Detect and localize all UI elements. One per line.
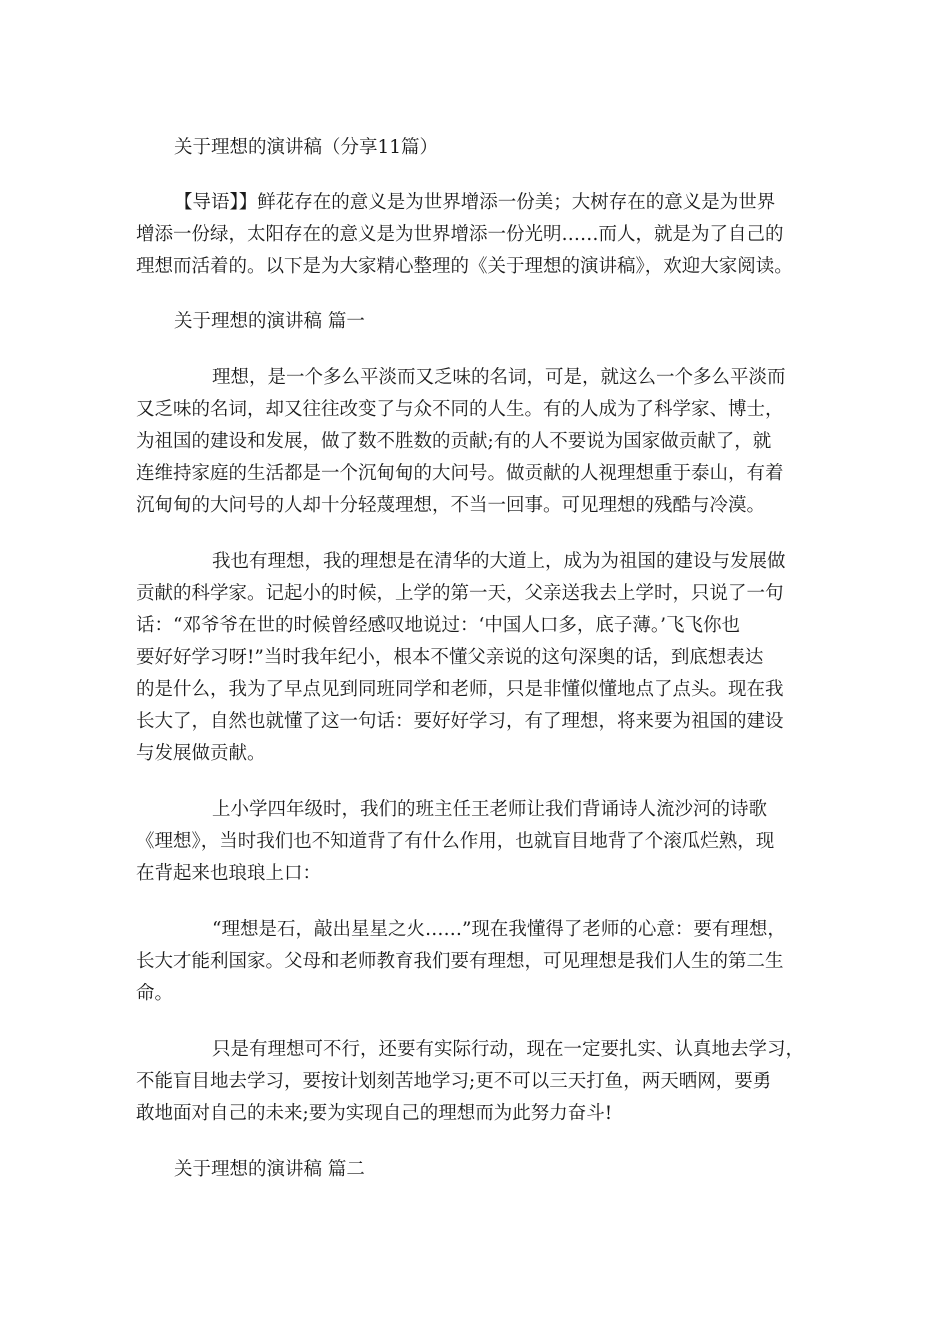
paragraph-line: 理想，是一个多么平淡而又乏味的名词，可是，就这么一个多么平淡而 — [212, 367, 786, 388]
paragraph-line: 为祖国的建设和发展，做了数不胜数的贡献;有的人不要说为国家做贡献了，就 — [136, 431, 772, 452]
intro-line: 【导语】】鲜花存在的意义是为世界增添一份美；大树存在的意义是为世界 — [174, 192, 776, 213]
paragraph-line: 《理想》，当时我们也不知道背了有什么作用，也就盲目地背了个滚瓜烂熟，现 — [136, 831, 775, 852]
paragraph-line: 在背起来也琅琅上口： — [136, 863, 322, 884]
paragraph-line: 贡献的科学家。记起小的时候，上学的第一天，父亲送我去上学时，只说了一句 — [136, 583, 784, 604]
paragraph-line: 上小学四年级时，我们的班主任王老师让我们背诵诗人流沙河的诗歌 — [212, 799, 768, 820]
document-title: 关于理想的演讲稿（分享11篇） — [174, 137, 439, 158]
paragraph-line: 连维持家庭的生活都是一个沉甸甸的大问号。做贡献的人视理想重于泰山，有着 — [136, 463, 784, 484]
paragraph-line: 我也有理想，我的理想是在清华的大道上，成为为祖国的建设与发展做 — [212, 551, 786, 572]
paragraph-line: 话：“邓爷爷在世的时候曾经感叹地说过：‘中国人口多，底子薄。’飞飞你也 — [136, 615, 740, 636]
section-heading-1: 关于理想的演讲稿 篇一 — [174, 311, 365, 332]
paragraph-line: 长大了，自然也就懂了这一句话：要好好学习，有了理想，将来要为祖国的建设 — [136, 711, 784, 732]
section-heading-2: 关于理想的演讲稿 篇二 — [174, 1159, 365, 1180]
intro-line: 增添一份绿，太阳存在的意义是为世界增添一份光明……而人，就是为了自己的 — [136, 224, 784, 245]
paragraph-line: 命。 — [136, 983, 174, 1004]
paragraph-line: 的是什么，我为了早点见到同班同学和老师，只是非懂似懂地点了点头。现在我 — [136, 679, 784, 700]
paragraph-line: 沉甸甸的大问号的人却十分轻蔑理想，不当一回事。可见理想的残酷与冷漠。 — [136, 495, 766, 516]
intro-line: 理想而活着的。以下是为大家精心整理的《关于理想的演讲稿》，欢迎大家阅读。 — [136, 256, 793, 277]
paragraph-line: 长大才能利国家。父母和老师教育我们要有理想，可见理想是我们人生的第二生 — [136, 951, 784, 972]
paragraph-line: 与发展做贡献。 — [136, 743, 266, 764]
paragraph-line: 敢地面对自己的未来;要为实现自己的理想而为此努力奋斗! — [136, 1103, 613, 1124]
paragraph-line: 要好好学习呀!”当时我年纪小，根本不懂父亲说的这句深奥的话，到底想表达 — [136, 647, 764, 668]
paragraph-line: 不能盲目地去学习，要按计划刻苦地学习;更不可以三天打鱼，两天晒网，要勇 — [136, 1071, 772, 1092]
paragraph-line: 只是有理想可不行，还要有实际行动，现在一定要扎实、认真地去学习， — [212, 1039, 805, 1060]
paragraph-line: 又乏味的名词，却又往往改变了与众不同的人生。有的人成为了科学家、博士， — [136, 399, 784, 420]
paragraph-line: “理想是石，敲出星星之火……”现在我懂得了老师的心意：要有理想， — [212, 919, 786, 940]
